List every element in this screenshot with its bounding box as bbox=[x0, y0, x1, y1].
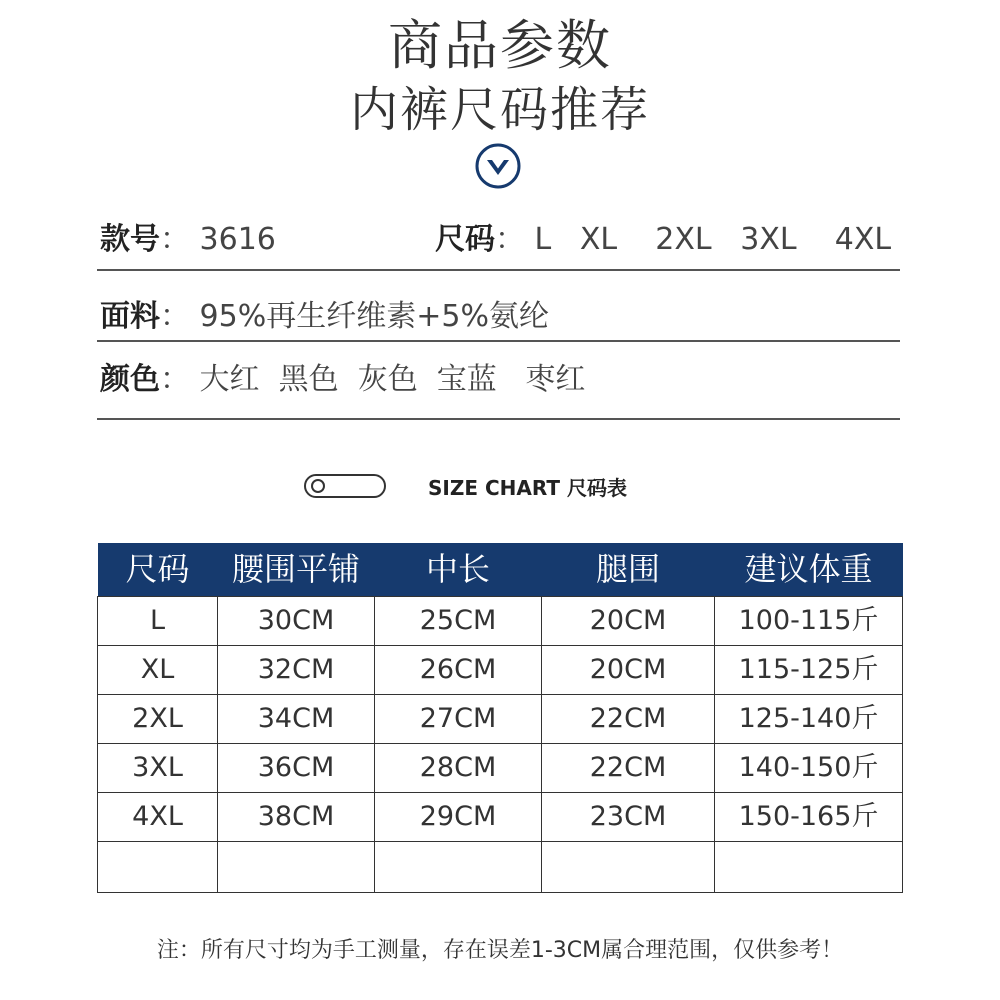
fabric-value: 95%再生纤维素+5%氨纶 bbox=[199, 299, 549, 334]
table-row bbox=[98, 597, 903, 646]
cell-leg: 20CM bbox=[542, 646, 715, 695]
cell-length: 26CM bbox=[375, 646, 542, 695]
size-table bbox=[97, 543, 903, 893]
cell-length: 25CM bbox=[375, 597, 542, 646]
table-row bbox=[98, 744, 903, 793]
table-row bbox=[98, 646, 903, 695]
spec-row-color bbox=[100, 360, 900, 400]
cell-size: 4XL bbox=[98, 793, 218, 842]
measurement-note: 注：所有尺寸均为手工测量，存在误差1-3CM属合理范围，仅供参考！ bbox=[156, 938, 844, 963]
cell-size: 2XL bbox=[98, 695, 218, 744]
cell-weight: 100-115斤 bbox=[715, 597, 903, 646]
pill-dot bbox=[311, 479, 325, 493]
cell-weight: 115-125斤 bbox=[715, 646, 903, 695]
size-chart-title: SIZE CHART 尺码表 bbox=[428, 476, 627, 500]
chevron-down-circle-icon bbox=[474, 142, 522, 190]
col-header-size: 尺码 bbox=[98, 543, 218, 597]
model-value: 3616 bbox=[199, 222, 276, 257]
cell-waist: 32CM bbox=[218, 646, 375, 695]
cell-leg: 22CM bbox=[542, 744, 715, 793]
cell-size: 3XL bbox=[98, 744, 218, 793]
cell-leg: 23CM bbox=[542, 793, 715, 842]
cell-empty bbox=[542, 842, 715, 893]
table-row bbox=[98, 695, 903, 744]
cell-empty bbox=[375, 842, 542, 893]
size-label: 尺码 bbox=[435, 222, 495, 257]
page-subtitle: 内裤尺码推荐 bbox=[349, 82, 650, 138]
table-row bbox=[98, 793, 903, 842]
col-header-leg: 腿围 bbox=[542, 543, 715, 597]
cell-length: 28CM bbox=[375, 744, 542, 793]
cell-empty bbox=[98, 842, 218, 893]
cell-weight: 150-165斤 bbox=[715, 793, 903, 842]
cell-weight: 140-150斤 bbox=[715, 744, 903, 793]
spec-row-fabric bbox=[100, 297, 900, 337]
color-values: 大红 黑色 灰色 宝蓝 枣红 bbox=[199, 362, 586, 397]
divider bbox=[97, 418, 900, 420]
size-values: L XL 2XL 3XL 4XL bbox=[534, 222, 892, 257]
model-separator: ： bbox=[160, 222, 190, 257]
divider bbox=[97, 269, 900, 271]
cell-length: 29CM bbox=[375, 793, 542, 842]
cell-waist: 36CM bbox=[218, 744, 375, 793]
cell-waist: 38CM bbox=[218, 793, 375, 842]
fabric-label: 面料 bbox=[100, 299, 160, 334]
cell-empty bbox=[715, 842, 903, 893]
size-group bbox=[435, 220, 891, 260]
fabric-separator: ： bbox=[160, 299, 190, 334]
table-header-row bbox=[98, 543, 903, 597]
col-header-length: 中长 bbox=[375, 543, 542, 597]
cell-leg: 22CM bbox=[542, 695, 715, 744]
table-row-empty bbox=[98, 842, 903, 893]
cell-size: XL bbox=[98, 646, 218, 695]
cell-leg: 20CM bbox=[542, 597, 715, 646]
cell-waist: 34CM bbox=[218, 695, 375, 744]
divider bbox=[97, 340, 900, 342]
cell-length: 27CM bbox=[375, 695, 542, 744]
model-label: 款号 bbox=[100, 222, 160, 257]
cell-size: L bbox=[98, 597, 218, 646]
page-title: 商品参数 bbox=[388, 14, 612, 77]
cell-empty bbox=[218, 842, 375, 893]
color-separator: ： bbox=[160, 362, 190, 397]
cell-waist: 30CM bbox=[218, 597, 375, 646]
toggle-pill-icon bbox=[304, 474, 386, 498]
color-label: 颜色 bbox=[100, 362, 160, 397]
col-header-weight: 建议体重 bbox=[715, 543, 903, 597]
cell-weight: 125-140斤 bbox=[715, 695, 903, 744]
size-separator: ： bbox=[495, 222, 525, 257]
spec-row-model-size bbox=[100, 220, 900, 260]
col-header-waist: 腰围平铺 bbox=[218, 543, 375, 597]
